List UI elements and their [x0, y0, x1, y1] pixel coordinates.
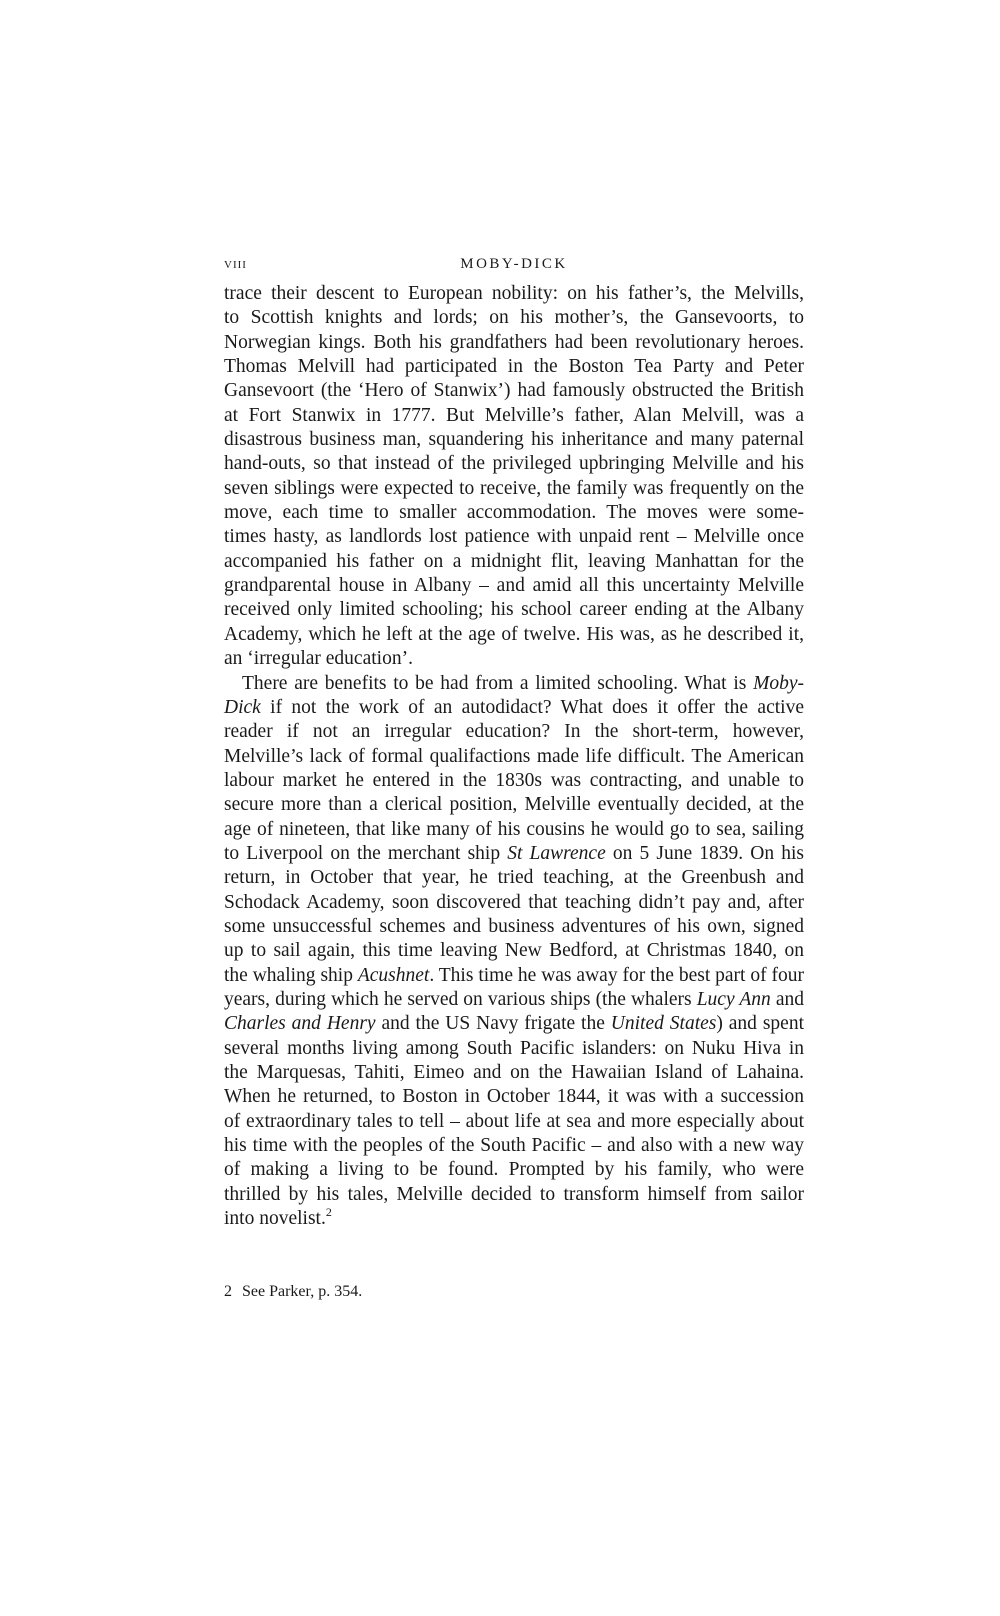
text-run: . This time he was away for the best part of four	[429, 964, 804, 986]
text-line: the Marquesas, Tahiti, Eimeo and on the Hawaiian Island of Lahaina.	[224, 1062, 804, 1083]
text-line: Norwegian kings. Both his grandfathers had been revolutionary heroes.	[224, 331, 804, 353]
text-line	[224, 672, 804, 696]
text-run: into novelist.	[224, 1208, 326, 1230]
text-line: When he returned, to Boston in October 1844, it was with a succession	[224, 1086, 804, 1108]
text-line: times hasty, as landlords lost patience with unpaid rent – Melville once	[224, 526, 804, 548]
text-run: years, during which he served on various ships (the whalers	[224, 988, 697, 1010]
text-line: thrilled by his tales, Melville decided to transform himself from sailor	[224, 1183, 804, 1205]
ship-name: Lucy Ann	[696, 988, 771, 1010]
text-line: grandparental house in Albany – and amid all this uncertainty Melville	[224, 575, 804, 597]
running-head	[224, 256, 804, 280]
text-line	[224, 842, 804, 866]
text-run: on 5 June 1839. On his	[605, 842, 804, 864]
text-line: labour market he entered in the 1830s was contracting, and unable to	[224, 769, 804, 791]
text-line	[224, 696, 804, 720]
paragraph-2	[224, 672, 804, 1232]
ship-name: United States	[610, 1013, 717, 1035]
text-line: secure more than a clerical position, Melville eventually decided, at the	[224, 794, 804, 816]
footnote-number: 2	[224, 1283, 232, 1300]
text-line	[224, 988, 804, 1012]
text-line	[224, 964, 804, 988]
ship-name: St Lawrence	[507, 842, 606, 864]
text-line: seven siblings were expected to receive, the family was frequently on the	[224, 477, 804, 499]
paragraph-1	[224, 282, 804, 672]
ship-name: Acushnet	[357, 964, 430, 986]
text-run: ) and spent	[716, 1013, 804, 1035]
running-title: MOBY-DICK	[460, 256, 568, 272]
text-line: several months living among South Pacific islanders: on Nuku Hiva in	[224, 1037, 804, 1059]
text-line: at Fort Stanwix in 1777. But Melville’s father, Alan Melvill, was a	[224, 404, 804, 426]
text-line: age of nineteen, that like many of his cousins he would go to sea, sailing	[224, 818, 804, 840]
text-line: Melville’s lack of formal qualifactions made life difficult. The American	[224, 745, 804, 767]
text-line: accompanied his father on a midnight flit, leaving Manhattan for the	[224, 550, 804, 572]
text-run: if not the work of an autodidact? What does it offer the active	[260, 696, 804, 718]
body-text	[224, 282, 804, 1231]
text-line: of making a living to be found. Prompted by his family, who were	[224, 1159, 804, 1181]
text-line: Thomas Melvill had participated in the Boston Tea Party and Peter	[224, 356, 804, 378]
book-title: Dick	[224, 696, 261, 718]
text-line: move, each time to smaller accommodation. The moves were some-	[224, 502, 804, 524]
text-line: reader if not an irregular education? In the short-term, however,	[224, 721, 804, 743]
text-line: trace their descent to European nobility: on his father’s, the Melvills,	[224, 283, 804, 304]
footnote	[224, 1282, 804, 1302]
text-line: Gansevoort (the ‘Hero of Stanwix’) had famously obstructed the British	[224, 380, 804, 402]
ship-name: Charles and Henry	[224, 1013, 376, 1035]
text-run: and the US Navy frigate the	[375, 1013, 611, 1035]
text-line	[224, 1207, 804, 1231]
text-line: Schodack Academy, soon discovered that teaching didn’t pay and, after	[224, 891, 804, 913]
text-line: Academy, which he left at the age of twelve. His was, as he described it,	[224, 623, 804, 645]
text-line: to Scottish knights and lords; on his mother’s, the Gansevoorts, to	[224, 307, 804, 329]
text-line: his time with the peoples of the South Pacific – and also with a new way	[224, 1135, 804, 1157]
book-title: Moby-	[753, 672, 804, 694]
text-line: hand-outs, so that instead of the privileged upbringing Melville and his	[224, 453, 804, 475]
text-run: to Liverpool on the merchant ship	[224, 842, 508, 864]
text-run: the whaling ship	[224, 964, 358, 986]
text-line: return, in October that year, he tried teaching, at the Greenbush and	[224, 867, 804, 889]
page-number: viii	[224, 256, 247, 272]
footnote-text: See Parker, p. 354.	[242, 1283, 363, 1300]
text-line: received only limited schooling; his school career ending at the Albany	[224, 599, 804, 621]
text-line: an ‘irregular education’.	[224, 648, 413, 670]
text-line: disastrous business man, squandering his inheritance and many paternal	[224, 429, 804, 451]
footnote-reference[interactable]: 2	[325, 1205, 332, 1220]
text-run: There are benefits to be had from a limited schooling. What is	[242, 672, 754, 694]
text-line: some unsuccessful schemes and business adventures of his own, signed	[224, 915, 804, 937]
text-line: of extraordinary tales to tell – about life at sea and more especially about	[224, 1110, 804, 1132]
text-line	[224, 1012, 804, 1036]
text-line: up to sail again, this time leaving New Bedford, at Christmas 1840, on	[224, 940, 804, 962]
text-run: and	[770, 988, 805, 1010]
